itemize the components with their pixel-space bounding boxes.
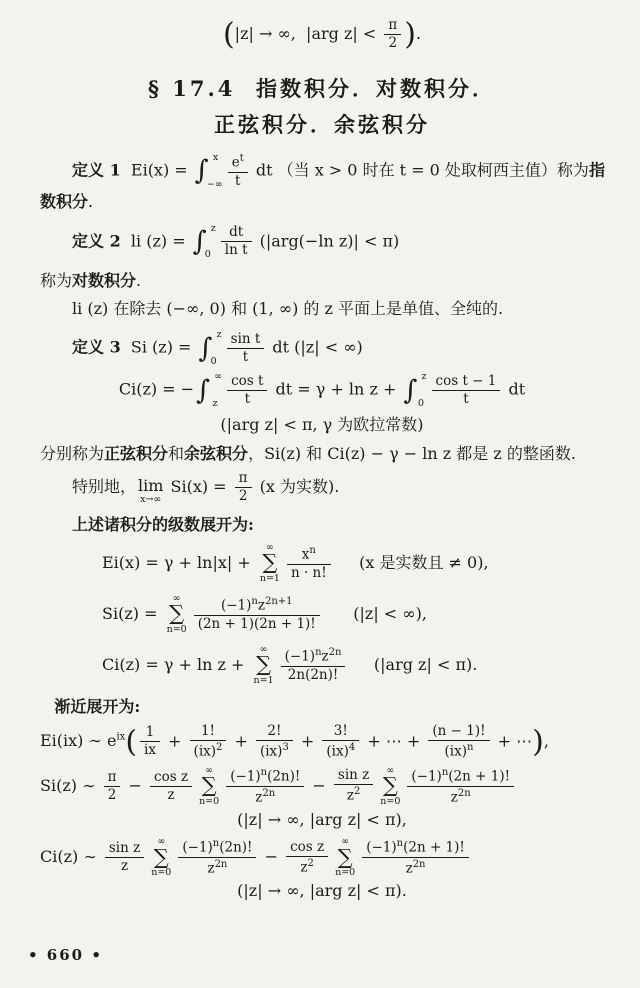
math-text: + ⋯ bbox=[492, 731, 533, 751]
math-text: 称为 bbox=[40, 270, 73, 290]
bold-text: § 17.4 指数积分．对数积分． bbox=[147, 76, 497, 102]
ci-series bbox=[40, 645, 604, 686]
math-text: dt （当 x > 0 时在 t = 0 处取柯西主值）称为 bbox=[250, 160, 589, 180]
ci-asymptotic bbox=[40, 837, 604, 878]
math-text: . bbox=[415, 24, 422, 44]
fraction-denominator: n · n! bbox=[290, 565, 327, 581]
summation-sign: ∞ ∑ n=0 bbox=[151, 836, 172, 879]
math-text: (|arg z| < π, γ 为欧拉常数) bbox=[220, 415, 424, 435]
math-text: + bbox=[162, 731, 187, 751]
integral-sign: ∫ z 0 bbox=[403, 371, 427, 409]
fraction-denominator: (2n + 1)(2n + 1)! bbox=[197, 615, 316, 632]
fraction bbox=[228, 153, 248, 189]
fraction bbox=[104, 770, 121, 803]
summation-sign: ∞ ∑ n=1 bbox=[259, 541, 280, 585]
math-text: . bbox=[88, 192, 94, 212]
math-text: dt bbox=[503, 379, 526, 399]
math-text: − bbox=[123, 775, 148, 795]
bold-text: 定义 3 bbox=[72, 337, 121, 357]
fraction-numerator: cos z bbox=[286, 840, 328, 857]
bold-text: 余弦积分 bbox=[184, 443, 249, 463]
fraction bbox=[190, 724, 227, 760]
fraction bbox=[105, 841, 144, 874]
fraction-numerator: cos t − 1 bbox=[432, 374, 501, 391]
math-text: − bbox=[307, 775, 331, 795]
math-text: (|z| → ∞, |arg z| < π), bbox=[237, 809, 407, 829]
fraction bbox=[428, 724, 489, 760]
fraction-numerator: π bbox=[235, 471, 252, 488]
fraction bbox=[226, 767, 304, 805]
math-text: 特别地， bbox=[72, 477, 137, 497]
math-text: 和 bbox=[168, 443, 185, 463]
fraction-numerator: $e^t$ bbox=[228, 153, 248, 173]
math-text: |z| → ∞, |arg z| < bbox=[234, 24, 382, 44]
math-text: + bbox=[295, 731, 320, 751]
math-text: Si(z) ∼ bbox=[40, 775, 101, 795]
math-text: ，Si(z) 和 Ci(z) − γ − ln z 都是 z 的整函数. bbox=[248, 443, 576, 463]
math-text: (|z| < ∞), bbox=[322, 603, 427, 623]
si-ci-names bbox=[40, 443, 604, 465]
fraction-numerator: cos t bbox=[227, 374, 267, 391]
section-heading-line1 bbox=[40, 73, 604, 103]
fraction-denominator: (ix)$^3$ bbox=[259, 742, 289, 760]
fraction-numerator: sin t bbox=[227, 332, 265, 349]
fraction bbox=[334, 768, 373, 804]
definition-1 bbox=[40, 153, 604, 189]
fraction-denominator: $z^{2n}$ bbox=[255, 787, 276, 806]
fraction-numerator: sin z bbox=[105, 841, 144, 858]
fraction bbox=[256, 724, 293, 760]
fraction bbox=[407, 767, 514, 805]
bold-text: 正弦积分．余弦积分 bbox=[214, 112, 430, 138]
display-condition-top bbox=[40, 18, 604, 51]
fraction-denominator: ln t bbox=[224, 242, 248, 259]
math-text: (|z| → ∞, |arg z| < π). bbox=[237, 880, 407, 900]
summation-sign: ∞ ∑ n=0 bbox=[335, 836, 356, 879]
series-expansion-intro bbox=[40, 514, 604, 536]
math-text: dt = γ + ln z + bbox=[270, 379, 402, 399]
fraction bbox=[140, 725, 160, 758]
math-text: − bbox=[259, 847, 284, 866]
fraction-numerator: π bbox=[104, 770, 121, 787]
fraction-numerator: $(-1)^nz^{2n+1}$ bbox=[194, 596, 320, 616]
si-asymptotic bbox=[40, 766, 604, 807]
fraction bbox=[384, 18, 401, 51]
math-text: Si(x) = bbox=[165, 477, 232, 497]
fraction-denominator: t bbox=[242, 348, 249, 365]
fraction-denominator: 2 bbox=[238, 488, 248, 505]
math-text: . bbox=[136, 270, 142, 290]
fraction-denominator: $z^2$ bbox=[300, 857, 314, 876]
math-text: Ei(ix) ∼ $e^{ix}$ bbox=[40, 731, 126, 751]
fraction-numerator: 1! bbox=[190, 724, 227, 741]
ei-series bbox=[40, 543, 604, 584]
math-text: + bbox=[229, 731, 253, 751]
fraction bbox=[287, 545, 331, 581]
fraction-numerator: π bbox=[384, 18, 401, 35]
fraction bbox=[362, 838, 469, 876]
fraction bbox=[150, 770, 192, 803]
integral-sign: ∫ ∞ z bbox=[196, 371, 223, 409]
fraction-numerator: $(-1)^n(2n)$! bbox=[226, 767, 304, 787]
ci-definition-condition bbox=[40, 414, 604, 436]
summation-sign: ∞ ∑ n=0 bbox=[199, 764, 220, 808]
ci-definition bbox=[40, 372, 604, 408]
fraction-denominator: 2 bbox=[388, 35, 398, 52]
fraction bbox=[322, 724, 359, 760]
si-limit bbox=[40, 471, 604, 504]
si-series bbox=[40, 594, 604, 635]
fraction bbox=[227, 332, 265, 365]
page-number: • 660 • bbox=[28, 946, 103, 964]
math-text: Ci(z) ∼ bbox=[40, 847, 102, 866]
bold-text: 渐近展开为: bbox=[54, 696, 141, 716]
math-text: 分别称为 bbox=[40, 443, 105, 463]
math-text: Ci(z) = γ + ln z + bbox=[102, 654, 250, 674]
math-text: + ⋯ + bbox=[362, 731, 426, 751]
summation-sign: ∞ ∑ n=1 bbox=[253, 643, 274, 687]
math-text: li (z) 在除去 (−∞, 0) 和 (1, ∞) 的 z 平面上是单值、全纯的. bbox=[72, 299, 504, 318]
big-paren: ) bbox=[532, 724, 544, 760]
fraction-denominator: 2n(2n)! bbox=[287, 666, 339, 683]
math-text: Ei(x) = bbox=[120, 160, 193, 180]
fraction-denominator: t bbox=[235, 172, 241, 189]
fraction-numerator: $x^n$ bbox=[287, 545, 331, 565]
fraction-numerator: 1 bbox=[140, 725, 160, 742]
ci-asymptotic-condition bbox=[40, 880, 604, 902]
math-text: dt (|z| < ∞) bbox=[267, 337, 363, 357]
fraction-denominator: t bbox=[463, 390, 469, 407]
bold-text: 正弦积分 bbox=[104, 443, 169, 463]
fraction-numerator: $(-1)^n(2n + 1)$! bbox=[407, 767, 514, 787]
math-text: (x 是实数且 ≠ 0), bbox=[333, 552, 489, 572]
fraction-numerator: 2! bbox=[256, 724, 293, 741]
math-text: , bbox=[543, 731, 549, 751]
bold-text: 定义 1 bbox=[72, 160, 121, 180]
big-paren: ( bbox=[222, 17, 235, 53]
ei-asymptotic bbox=[40, 724, 604, 760]
math-text: (|arg(−ln z)| < π) bbox=[254, 231, 400, 251]
integral-sign: ∫ z 0 bbox=[192, 222, 216, 261]
math-text: li (z) = bbox=[120, 231, 191, 251]
fraction-denominator: z bbox=[167, 786, 175, 803]
fraction-denominator: 2 bbox=[107, 786, 117, 803]
bold-text: 上述诸积分的级数展开为: bbox=[72, 515, 254, 535]
fraction-denominator: $z^{2n}$ bbox=[405, 859, 426, 877]
limit-operator: lim x→∞ bbox=[138, 475, 164, 505]
fraction bbox=[281, 647, 346, 683]
fraction bbox=[227, 374, 267, 407]
fraction-numerator: $(-1)^nz^{2n}$ bbox=[281, 647, 346, 667]
definition-1-continued bbox=[40, 191, 604, 213]
math-text: Ei(x) = γ + ln|x| + bbox=[102, 552, 256, 572]
fraction-denominator: $z^2$ bbox=[346, 786, 361, 804]
math-text: (x 为实数). bbox=[254, 477, 340, 497]
math-text: (|arg z| < π). bbox=[348, 654, 478, 674]
fraction-numerator: (n − 1)! bbox=[428, 724, 489, 741]
definition-2 bbox=[40, 224, 604, 260]
fraction-denominator: (ix)$^2$ bbox=[193, 742, 223, 760]
fraction-denominator: t bbox=[244, 390, 250, 407]
definition-3 bbox=[40, 330, 604, 366]
math-text: Ci(z) = − bbox=[118, 379, 195, 399]
fraction-numerator: sin z bbox=[334, 768, 373, 785]
fraction bbox=[235, 471, 252, 504]
fraction bbox=[286, 840, 328, 876]
fraction bbox=[178, 838, 256, 876]
integral-sign: ∫ z 0 bbox=[198, 329, 222, 367]
fraction bbox=[221, 225, 252, 258]
li-analyticity bbox=[40, 298, 604, 320]
math-text: Si (z) = bbox=[120, 337, 197, 357]
fraction-numerator: 3! bbox=[322, 724, 359, 741]
summation-sign: ∞ ∑ n=0 bbox=[166, 592, 187, 636]
fraction-denominator: (ix)$^4$ bbox=[326, 742, 356, 760]
section-heading-line2 bbox=[40, 109, 604, 139]
fraction-denominator: $z^{2n}$ bbox=[207, 859, 228, 877]
big-paren: ) bbox=[404, 17, 416, 53]
math-text: Si(z) = bbox=[102, 603, 163, 623]
fraction-numerator: $(-1)^n(2n)$! bbox=[178, 838, 256, 858]
fraction bbox=[194, 596, 320, 632]
bold-text: 数积分 bbox=[40, 192, 89, 212]
fraction-numerator: $(-1)^n(2n + 1)$! bbox=[362, 838, 469, 858]
fraction-denominator: z bbox=[120, 858, 129, 874]
bold-text: 指 bbox=[588, 160, 605, 180]
fraction-numerator: cos z bbox=[150, 770, 192, 787]
fraction-denominator: (ix)$^n$ bbox=[444, 742, 474, 760]
big-paren: ( bbox=[125, 724, 138, 760]
fraction bbox=[432, 374, 501, 407]
fraction-denominator: ix bbox=[144, 742, 156, 759]
fraction-denominator: $z^{2n}$ bbox=[450, 787, 471, 806]
summation-sign: ∞ ∑ n=0 bbox=[380, 764, 401, 808]
bold-text: 对数积分 bbox=[72, 270, 137, 290]
fraction-numerator: dt bbox=[221, 225, 252, 242]
asymptotic-expansion-intro bbox=[40, 696, 604, 718]
bold-text: 定义 2 bbox=[72, 231, 121, 251]
logarithmic-integral-name bbox=[40, 270, 604, 292]
si-asymptotic-condition bbox=[40, 809, 604, 831]
integral-sign: ∫ x −∞ bbox=[194, 152, 223, 190]
